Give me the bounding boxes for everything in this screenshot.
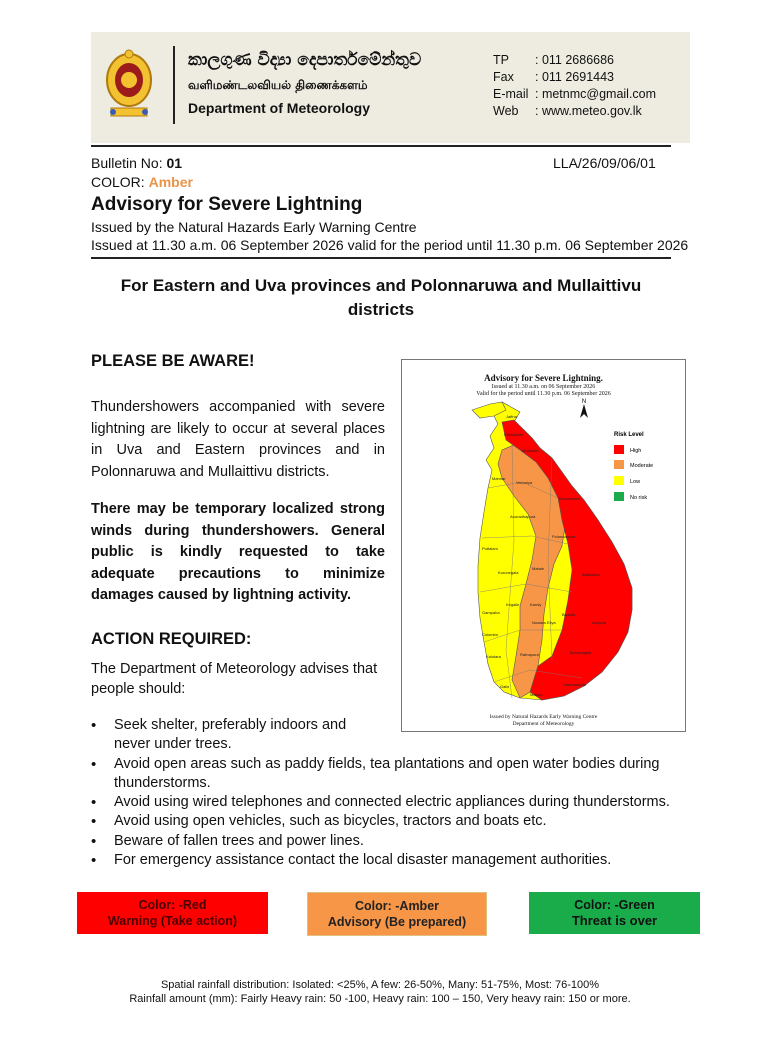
contact-label: Fax <box>493 70 514 84</box>
district-label: Puttalam <box>482 546 498 551</box>
map-issued: Issued at 11.30 a.m. on 06 September 2026 <box>491 384 596 390</box>
issued-by: Issued by the Natural Hazards Early Warning Centre <box>91 219 417 235</box>
contact-value: : 011 2686686 <box>535 53 615 67</box>
action-heading: ACTION REQUIRED: <box>91 630 252 648</box>
contact-value: : 011 2691443 <box>535 70 615 84</box>
action-intro: The Department of Meteorology advises that people should: <box>91 661 378 697</box>
north-arrow-icon <box>580 404 588 418</box>
footer-rainfall: Rainfall amount (mm): Fairly Heavy rain: 50 -100, Heavy rain: 100 – 150, Very heavy rain: 150 or more. <box>129 993 631 1005</box>
district-label: Trincomalee <box>558 496 580 501</box>
list-item: • Seek shelter, preferably indoors and never under trees. <box>91 716 384 755</box>
district-label: Kurunegala <box>498 570 519 575</box>
color-box-title: Color: -Green <box>574 898 655 912</box>
color-box-desc: Advisory (Be prepared) <box>327 915 467 929</box>
contact-label: E-mail <box>493 87 529 101</box>
org-name-english: Department of Meteorology <box>188 100 371 116</box>
letterhead <box>91 32 690 143</box>
list-item: • Avoid using open vehicles, such as bicycles, tractors and boats etc. <box>91 812 681 831</box>
list-item: • Avoid open areas such as paddy fields, tea plantations and open water bodies during thunderstorms. <box>91 755 681 794</box>
district-label: Kalutara <box>486 654 501 659</box>
district-label: Kilinochchi <box>504 432 524 437</box>
district-label: Kandy <box>530 602 542 607</box>
district-label: Ampara <box>592 620 607 625</box>
district-label: Anuradhapura <box>510 514 536 519</box>
district-label: Mannar <box>492 476 506 481</box>
legend-swatch-no-risk <box>614 492 624 501</box>
aware-bold-text: There may be temporary localized strong winds during thundershowers. General public is kindly requested to take adequate precautions to minimize damages caused by lightning activity. <box>91 501 385 603</box>
color-box-red <box>77 892 268 934</box>
map-valid: Valid for the period until 11.30 p.m. 06 September 2026 <box>476 391 611 397</box>
sri-lanka-emblem-icon <box>103 46 155 122</box>
map-title: Advisory for Severe Lightning. <box>484 373 603 383</box>
district-label: Hambantota <box>564 682 586 687</box>
legend-label: High <box>630 448 642 454</box>
contact-value[interactable]: : metnmc@gmail.com <box>535 87 657 101</box>
district-label: Colombo <box>482 632 499 637</box>
color-box-amber <box>307 892 487 936</box>
color-box-desc: Warning (Take action) <box>107 914 238 928</box>
list-item: • Beware of fallen trees and power lines. <box>91 832 681 851</box>
action-list <box>91 716 681 870</box>
footer-distribution: Spatial rainfall distribution: Isolated: <25%, A few: 26-50%, Many: 51-75%, Most: 76-100% <box>160 979 600 991</box>
legend-title: Risk Level <box>614 432 644 438</box>
bulletin-label: Bulletin No: <box>91 155 163 171</box>
north-label: N <box>581 399 587 405</box>
district-label: Vavuniya <box>516 480 533 485</box>
legend-label: Moderate <box>630 463 654 469</box>
advisory-title: Advisory for Severe Lightning <box>91 194 363 215</box>
contact-label: Web <box>493 104 519 118</box>
provinces-heading: For Eastern and Uva provinces and Polonnaruwa and Mullaittivu districts <box>120 276 642 319</box>
contact-label: TP <box>493 53 509 67</box>
bulletin-color <box>91 174 193 190</box>
map-footer-dept: Department of Meteorology <box>512 721 575 727</box>
header-rule <box>91 145 671 147</box>
district-label: Mullaitivu <box>522 448 539 453</box>
district-label: Polonnaruwa <box>552 534 576 539</box>
org-name-sinhala: කාලගුණ විද්‍යා දෙපාර්තමේන්තුව <box>188 50 422 70</box>
district-label: Matara <box>530 692 543 697</box>
legend-swatch-low <box>614 476 624 485</box>
header-divider <box>173 46 175 124</box>
color-box-title: Color: -Red <box>138 898 207 912</box>
district-label: Badulla <box>562 612 576 617</box>
bulletin-value: 01 <box>166 155 183 171</box>
district-label: Gampaha <box>482 610 500 615</box>
contact-fax <box>493 69 656 86</box>
aware-text: Thundershowers accompanied with severe lightning are likely to occur at several places in Uva and Eastern provinces and in Polonnaruwa and Mullaittivu districts. <box>91 399 385 480</box>
district-label: Kegalle <box>506 602 520 607</box>
contact-phone <box>493 52 656 69</box>
contact-block <box>493 52 656 120</box>
district-label: Galle <box>500 684 510 689</box>
sri-lanka-map-svg <box>402 360 685 731</box>
district-label: Moneragala <box>570 650 592 655</box>
color-label: COLOR: <box>91 174 145 190</box>
legend-swatch-high <box>614 445 624 454</box>
color-box-title: Color: -Amber <box>354 899 440 913</box>
legend-label: Low <box>630 479 641 485</box>
bulletin-ref: LLA/26/09/06/01 <box>553 155 656 171</box>
district-label: Batticaloa <box>582 572 600 577</box>
bulletin-number <box>91 155 182 171</box>
list-item: • For emergency assistance contact the local disaster management authorities. <box>91 851 681 870</box>
color-box-desc: Threat is over <box>571 913 658 928</box>
list-item: • Avoid using wired telephones and connected electric appliances during thunderstorms. <box>91 793 681 812</box>
title-rule <box>91 257 671 259</box>
legend-label: No risk <box>630 495 648 501</box>
color-value: Amber <box>148 174 193 190</box>
district-label: Matale <box>532 566 545 571</box>
contact-web <box>493 103 656 120</box>
contact-email <box>493 86 656 103</box>
district-label: Nuwara Eliya <box>532 620 556 625</box>
district-label: Jaffna <box>506 414 517 419</box>
legend-swatch-moderate <box>614 460 624 469</box>
color-box-green <box>529 892 700 934</box>
issued-at: Issued at 11.30 a.m. 06 September 2026 valid for the period until 11.30 p.m. 06 September 2026 <box>91 237 689 253</box>
map-footer-issuer: Issued by Natural Hazards Early Warning Centre <box>489 714 598 720</box>
contact-value[interactable]: : www.meteo.gov.lk <box>535 104 642 118</box>
district-label: Ratnapura <box>520 652 539 657</box>
risk-map <box>401 359 686 732</box>
aware-heading: PLEASE BE AWARE! <box>91 352 255 370</box>
org-name-tamil: வளிமண்டலவியல் திணைக்களம் <box>188 78 368 92</box>
